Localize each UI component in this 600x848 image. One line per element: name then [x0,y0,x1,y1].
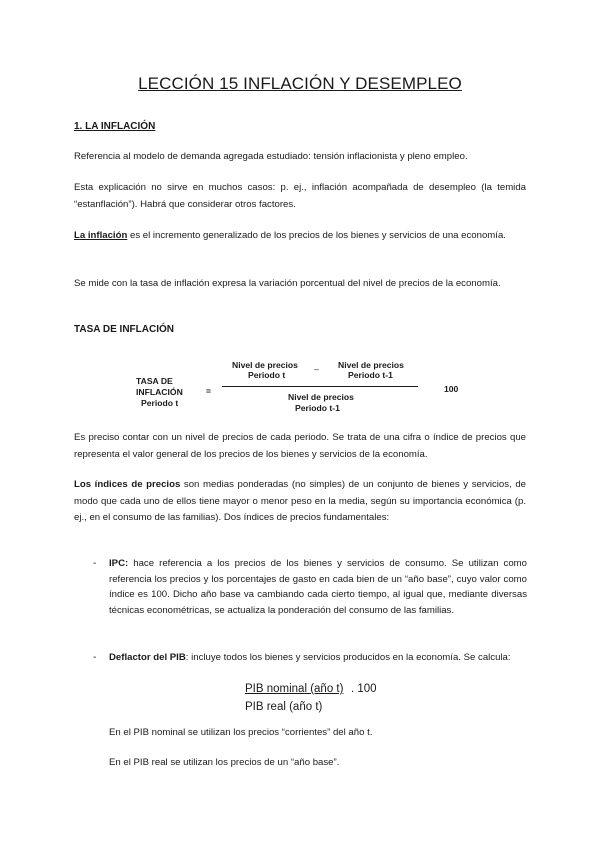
pib-formula-times: . 100 [351,683,377,695]
indices-text: son medias ponderadas (no simples) de un conjunto de bienes y servicios, de modo que cada uno de ellos tiene mayor o menor peso en la media, según su importancia económica (p. ej., en el consumo de las familias). Dos índices de precios fundamentales: [74,479,526,523]
term-deflactor: Deflactor del PIB [109,652,186,663]
term-indices: Los índices de precios [74,479,181,490]
page-title: LECCIÓN 15 INFLACIÓN Y DESEMPLEO [138,74,462,93]
formula-lhs-3: Periodo t [141,398,179,408]
formula-minus: – [314,364,319,374]
paragraph-explicacion: Esta explicación no sirve en muchos casos: p. ej., inflación acompañada de desempleo (la temida “estanflación”). Habrá que considerar otros factores. [74,182,526,210]
list-item-ipc [109,556,527,618]
paragraph-indices [74,477,526,527]
deflactor-text: : incluye todos los bienes y servicios producidos en la economía. Se calcula: [185,652,511,663]
note-pib-real: En el PIB real se utilizan los precios de un “año base”. [109,757,340,768]
bullet-dash-ipc: - [93,558,97,569]
formula-num-b-1: Nivel de precios [338,360,404,370]
formula-multiplier: 100 [444,384,459,394]
formula-lhs-2: INFLACIÓN [136,387,183,397]
formula-den-1: Nivel de precios [288,392,354,402]
paragraph-nivel-precios: Es preciso contar con un nivel de precios de cada periodo. Se trata de una cifra o índice de precios que representa el valor general de los precios de los bienes y servicios de la economía. [74,432,526,460]
term-ipc: IPC: [109,558,129,569]
formula-equals: = [206,386,212,396]
formula-fraction-bar [222,386,418,387]
paragraph-medicion: Se mide con la tasa de inflación expresa la variación porcentual del nivel de precios de la economía. [74,278,501,289]
list-item-deflactor [109,650,527,666]
definicion-text: es el incremento generalizado de los precios de los bienes y servicios de una economía. [127,230,506,241]
section-heading-inflacion: 1. LA INFLACIÓN [74,121,156,132]
formula-den-2: Periodo t-1 [295,403,340,413]
pib-formula-numerator: PIB nominal (año t) [245,683,344,695]
formula-num-a-2: Periodo t [248,370,286,380]
inflation-rate-formula [136,358,466,420]
pib-formula-denominator: PIB real (año t) [245,701,323,713]
term-inflacion: La inflación [74,230,128,241]
formula-num-a-1: Nivel de precios [232,360,298,370]
section-heading-tasa: TASA DE INFLACIÓN [74,324,174,335]
ipc-text: hace referencia a los precios de los bienes y servicios de consumo. Se utilizan como referencia los precios y los porcentajes de gasto en cada bien de un “año base”, cuyo valor como índice es 100. Dicho año base va cambiando cada cierto tiempo, al igual que, mediante diversas técnicas econométricas, se actualiza la ponderación del consumo de las familias. [109,558,527,616]
paragraph-referencia: Referencia al modelo de demanda agregada estudiado: tensión inflacionista y pleno empleo. [74,151,468,162]
formula-num-b-2: Periodo t-1 [348,370,393,380]
bullet-dash-deflactor: - [93,652,97,663]
formula-lhs-1: TASA DE [136,376,173,386]
paragraph-definicion [74,228,526,245]
note-pib-nominal: En el PIB nominal se utilizan los precios “corrientes” del año t. [109,727,373,738]
